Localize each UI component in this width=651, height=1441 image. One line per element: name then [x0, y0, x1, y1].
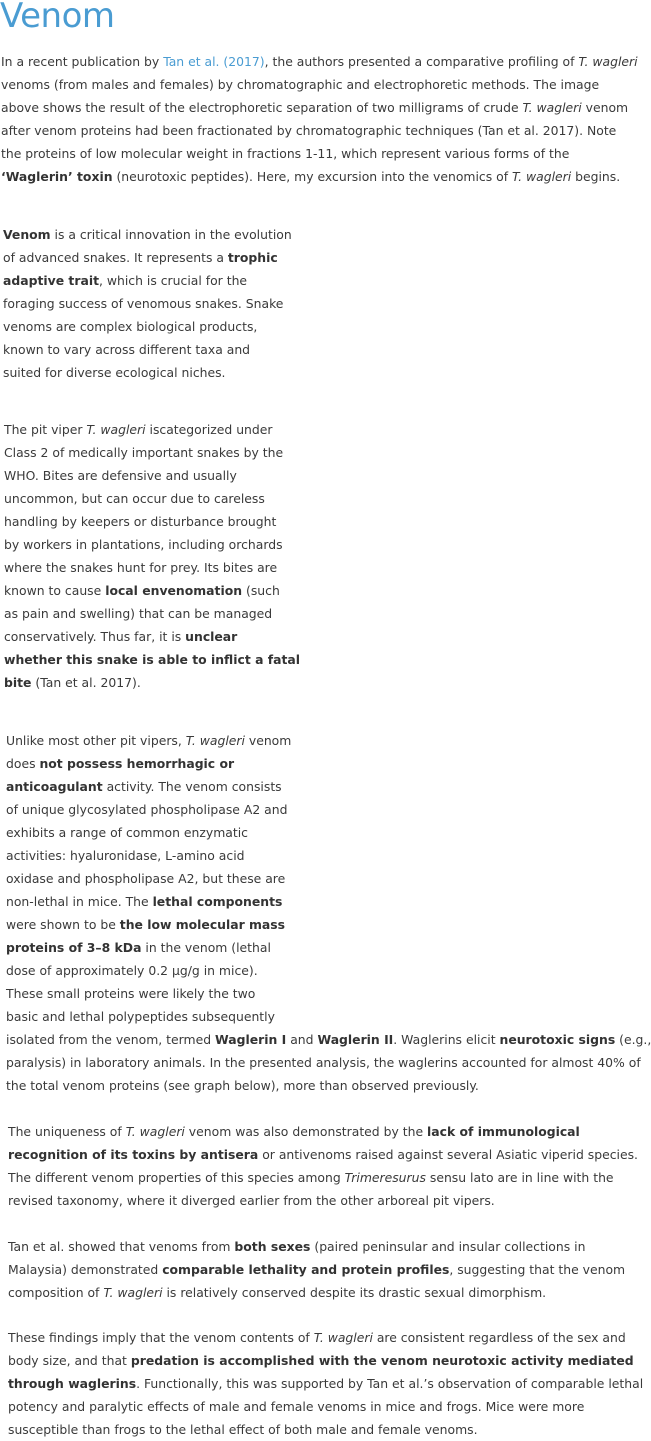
intro-paragraph: In a recent publication by Tan et al. (2017), the authors presented a comparative profiling of T. wagleri venoms (from males and females) by chromatographic and electrophoretic methods. The image above shows the result of the electrophoretic separation of two milligrams of crude T. wagleri venom after venom proteins had been fractionated by chromatographic techniques (Tan et al. 2017). Note the proteins of low molecular weight in fractions 1-11, which represent various forms of the ‘Waglerin’ toxin (neurotoxic peptides). Here, my excursion into the venomics of T. wagleri begins. — [1, 54, 638, 184]
findings-paragraph: These findings imply that the venom contents of T. wagleri are consistent regardless of the sex and body size, and that predation is accomplished with the venom neurotoxic activity mediated through waglerins. Functionally, this was supported by Tan et al.’s observation of comparable lethal potency and paralytic effects of male and female venoms in mice and frogs. Mice were more susceptible than frogs to the lethal effect of both male and female venoms. — [8, 1330, 644, 1437]
venom-definition-paragraph: Venom is a critical innovation in the evolution of advanced snakes. It represents a trophic adaptive trait, which is crucial for the foraging success of venomous snakes. Snake venoms are complex biological products, known to vary across different taxa and suited for diverse ecological niches. — [3, 227, 292, 380]
immunological-paragraph: The uniqueness of T. wagleri venom was also demonstrated by the lack of immunological recognition of its toxins by antisera or antivenoms raised against several Asiatic viperid species. The different venom properties of this species among Trimeresurus sensu lato are in line with the revised taxonomy, where it diverged earlier from the other arboreal pit vipers. — [8, 1124, 638, 1208]
medical-importance-paragraph: The pit viper T. wagleri iscategorized under Class 2 of medically important snakes by the WHO. Bites are defensive and usually uncommon, but can occur due to careless handling by keepers or disturbance brought by workers in plantations, including orchards where the snakes hunt for prey. Its bites are known to cause local envenomation (such as pain and swelling) that can be managed conservatively. Thus far, it is unclear whether this snake is able to inflict a fatal bite (Tan et al. 2017). — [4, 422, 301, 690]
sexes-comparison-paragraph: Tan et al. showed that venoms from both sexes (paired peninsular and insular collections in Malaysia) demonstrated comparable lethality and protein profiles, suggesting that the venom composition of T. wagleri is relatively conserved despite its drastic sexual dimorphism. — [8, 1239, 626, 1300]
section-title: Venom — [0, 0, 115, 36]
citation-link[interactable]: Tan et al. (2017) — [163, 54, 265, 69]
venom-composition-paragraph: Unlike most other pit vipers, T. wagleri venom does not possess hemorrhagic or anticoagulant activity. The venom consists of unique glycosylated phospholipase A2 and exhibits a range of common enzymatic activities: hyaluronidase, L-amino acid oxidase and phospholipase A2, but these are non-lethal in mice. The lethal components were shown to be the low molecular mass proteins of 3–8 kDa in the venom (lethal dose of approximately 0.2 µg/g in mice). These small proteins were likely the two basic and lethal polypeptides subsequently isolated from the venom, termed Waglerin I and Waglerin II. Waglerins elicit neurotoxic signs (e.g., paralysis) in laboratory animals. In the presented analysis, the waglerins accounted for almost 40% of the total venom proteins (see graph below), more than observed previously. — [6, 733, 651, 1093]
